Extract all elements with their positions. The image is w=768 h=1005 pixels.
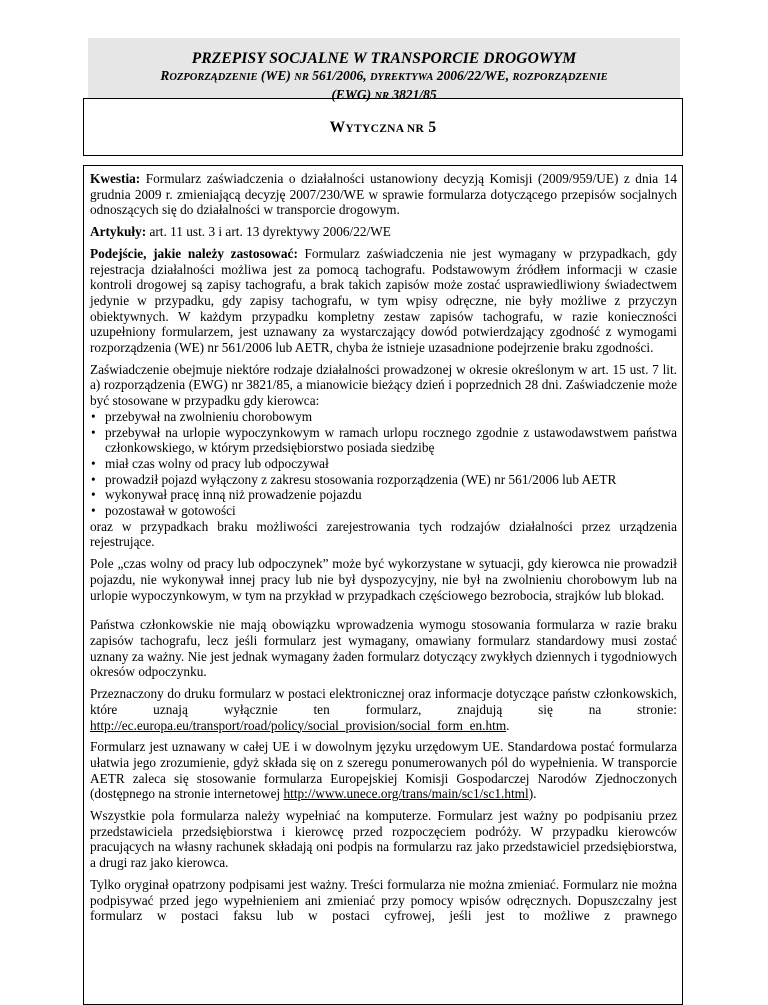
bullet-icon: • bbox=[91, 487, 96, 503]
list-item bbox=[90, 472, 677, 488]
list-item-text: przebywał na zwolnieniu chorobowym bbox=[105, 408, 313, 424]
list-item bbox=[90, 425, 677, 456]
bullet-icon: • bbox=[91, 471, 96, 487]
header-subtitle-line1 bbox=[88, 67, 680, 86]
bullet-icon: • bbox=[91, 424, 96, 440]
list-item-text: wykonywał pracę inną niż prowadzenie pojazdu bbox=[105, 487, 362, 503]
podejscie-paragraph bbox=[90, 246, 677, 356]
header-sub-part: 3821/85 bbox=[389, 87, 437, 102]
przeznaczony-paragraph bbox=[90, 686, 677, 733]
zaswiadczenie-outro: oraz w przypadkach braku możliwości zarejestrowania tych rodzajów działalności przez urządzenia rejestrujące. bbox=[90, 518, 677, 550]
header-title: PRZEPISY SOCJALNE W TRANSPORCIE DROGOWYM bbox=[191, 50, 577, 67]
list-item-text: prowadził pojazd wyłączony z zakresu stosowania rozporządzenia (WE) nr 561/2006 lub AETR bbox=[105, 471, 617, 487]
kwestia-paragraph bbox=[90, 171, 677, 218]
artykuly-paragraph bbox=[90, 224, 677, 240]
guideline-title-part: W bbox=[329, 119, 346, 136]
list-item bbox=[90, 409, 677, 425]
guideline-content bbox=[83, 165, 683, 1005]
formularz-paragraph bbox=[90, 739, 677, 802]
podejscie-label: Podejście, jakie należy zastosować: bbox=[90, 245, 298, 261]
przeznaczony-text: Przeznaczony do druku formularz w postaci elektronicznej oraz informacje dotyczące państw członkowskich, które uznają wyłącznie ten formularz, znajdują się na stronie: bbox=[90, 686, 677, 717]
header-sub-part: 2006/22/WE, bbox=[433, 68, 513, 83]
header-sub-part: 561/2006, bbox=[308, 68, 370, 83]
list-item bbox=[90, 487, 677, 503]
bullet-icon: • bbox=[91, 455, 96, 471]
guideline-title-part: 5 bbox=[424, 119, 437, 136]
podejscie-text: Formularz zaświadczenia nie jest wymagany w przypadkach, gdy rejestracja działalności możliwa jest za pomocą tachografu. Podstawowym źródłem informacji w czasie kontroli drogowej są zapisy tachografu, a brak takich zapisów może zostać usprawiedliwiony świadectwem jedynie w przypadku, gdy zapisy tachografu, w tym wpisy odręczne, nie były możliwe z przyczyn obiektywnych. W każdym przypadku kompletny zestaw zapisów tachografu, w razie konieczności uzupełniony formularzem, jest uznawany za wystarczający dowód potwierdzający zgodność z wymogami rozporządzenia (WE) nr 561/2006 lub AETR, chyba że istnieje uzasadnione podejrzenie braku zgodności. bbox=[90, 245, 677, 356]
kwestia-text: Formularz zaświadczenia o działalności ustanowiony decyzją Komisji (2009/959/UE) z dnia 14 grudnia 2009 r. zmieniającą decyzję 2007/230/WE w sprawie formularza dotyczącego przepisów socjalnych odnoszących się do działalności w transporcie drogowym. bbox=[90, 171, 677, 218]
header-sub-part: OZPORZĄDZENIE bbox=[169, 72, 258, 83]
header-sub-part: NR bbox=[294, 72, 309, 83]
header-sub-part: (EWG) bbox=[331, 87, 375, 102]
bullet-icon: • bbox=[91, 408, 96, 424]
formularz-end: ). bbox=[528, 786, 537, 802]
formularz-text: Formularz jest uznawany w całej UE i w dowolnym języku urzędowym UE. Standardowa postać formularza ułatwia jego zrozumienie, gdyż składa się on z szeregu ponumerowanych pól do wypełnienia. W transporcie AETR zaleca się stosowanie formularza Europejskiej Komisji Gospodarczej Narodów Zjednoczonych (dostępnego na stronie internetowej bbox=[90, 739, 677, 802]
panstwa-paragraph: Państwa członkowskie nie mają obowiązku wprowadzenia wymogu stosowania formularza w razie braku zapisów tachografu, lecz jeśli formularz jest wymagany, omawiany formularz standardowy musi zostać uznany za ważny. Nie jest jednak wymagany żaden formularz dotyczący zwykłych dziennych i tygodniowych okresów odpoczynku. bbox=[90, 617, 677, 680]
zaswiadczenie-intro: Zaświadczenie obejmuje niektóre rodzaje działalności prowadzonej w okresie określonym w art. 15 ust. 7 lit. a) rozporządzenia (EWG) nr 3821/85, a mianowicie bieżący dzień i poprzednich 28 dni. Zaświadczenie może być stosowane w przypadku gdy kierowca: bbox=[90, 361, 677, 409]
header-sub-part: ROZPORZĄDZENIE bbox=[512, 72, 608, 83]
tylko-paragraph: Tylko oryginał opatrzony podpisami jest ważny. Treści formularza nie można zmieniać. Formularz nie można podpisywać przed jego wypełnieniem ani zmieniać przy pomocy wpisów odręcznych. Dopuszczalny jest formularz w postaci faksu lub w postaci cyfrowej, jeśli jest to możliwe z prawnego bbox=[90, 876, 677, 924]
unece-link[interactable]: http://www.unece.org/trans/main/sc1/sc1.html bbox=[283, 786, 529, 802]
kwestia-label: Kwestia: bbox=[90, 171, 141, 186]
social-form-link[interactable]: http://ec.europa.eu/transport/road/policy/social_provision/social_form_en.htm bbox=[90, 717, 507, 733]
driver-situations-list bbox=[90, 409, 677, 519]
header-sub-part: DYREKTYWA bbox=[369, 72, 434, 83]
list-item-text: pozostawał w gotowości bbox=[105, 503, 236, 519]
guideline-title-box bbox=[83, 98, 683, 156]
paragraph-gap bbox=[90, 609, 677, 617]
guideline-title-part: YTYCZNA NR bbox=[345, 123, 425, 135]
header-sub-part: NR bbox=[374, 91, 390, 102]
artykuly-label: Artykuły: bbox=[90, 224, 147, 240]
list-item bbox=[90, 503, 677, 519]
artykuly-text: art. 11 ust. 3 i art. 13 dyrektywy 2006/22/WE bbox=[146, 224, 391, 240]
wszystkie-paragraph: Wszystkie pola formularza należy wypełniać na komputerze. Formularz jest ważny po podpisaniu przez przedstawiciela przedsiębiorstwa i kierowcę przed rozpoczęciem podróży. W przypadku kierowców pracujących na własny rachunek składają oni podpis na formularzu raz jako przedstawiciel przedsiębiorstwa, a drugi raz jako kierowca. bbox=[90, 808, 677, 871]
guideline-title bbox=[84, 119, 682, 137]
pole-paragraph: Pole „czas wolny od pracy lub odpoczynek” może być wykorzystane w sytuacji, gdy kierowca nie prowadził pojazdu, nie wykonywał innej pracy lub nie był dyspozycyjny, nie był na zwolnieniu chorobowym lub na urlopie wypoczynkowym, w tym na przykład w przypadkach częściowego bezrobocia, strajków lub blokad. bbox=[90, 556, 677, 603]
list-item bbox=[90, 456, 677, 472]
document-header bbox=[88, 38, 680, 102]
header-sub-part: (WE) bbox=[257, 68, 295, 83]
list-item-text: przebywał na urlopie wypoczynkowym w ramach urlopu rocznego zgodnie z ustawodawstwem państwa członkowskiego, w którym przedsiębiorstwo posiada siedzibę bbox=[105, 424, 677, 456]
header-sub-part: R bbox=[160, 68, 170, 83]
list-item-text: miał czas wolny od pracy lub odpoczywał bbox=[105, 455, 329, 471]
przeznaczony-end: . bbox=[506, 717, 510, 733]
bullet-icon: • bbox=[91, 503, 96, 519]
